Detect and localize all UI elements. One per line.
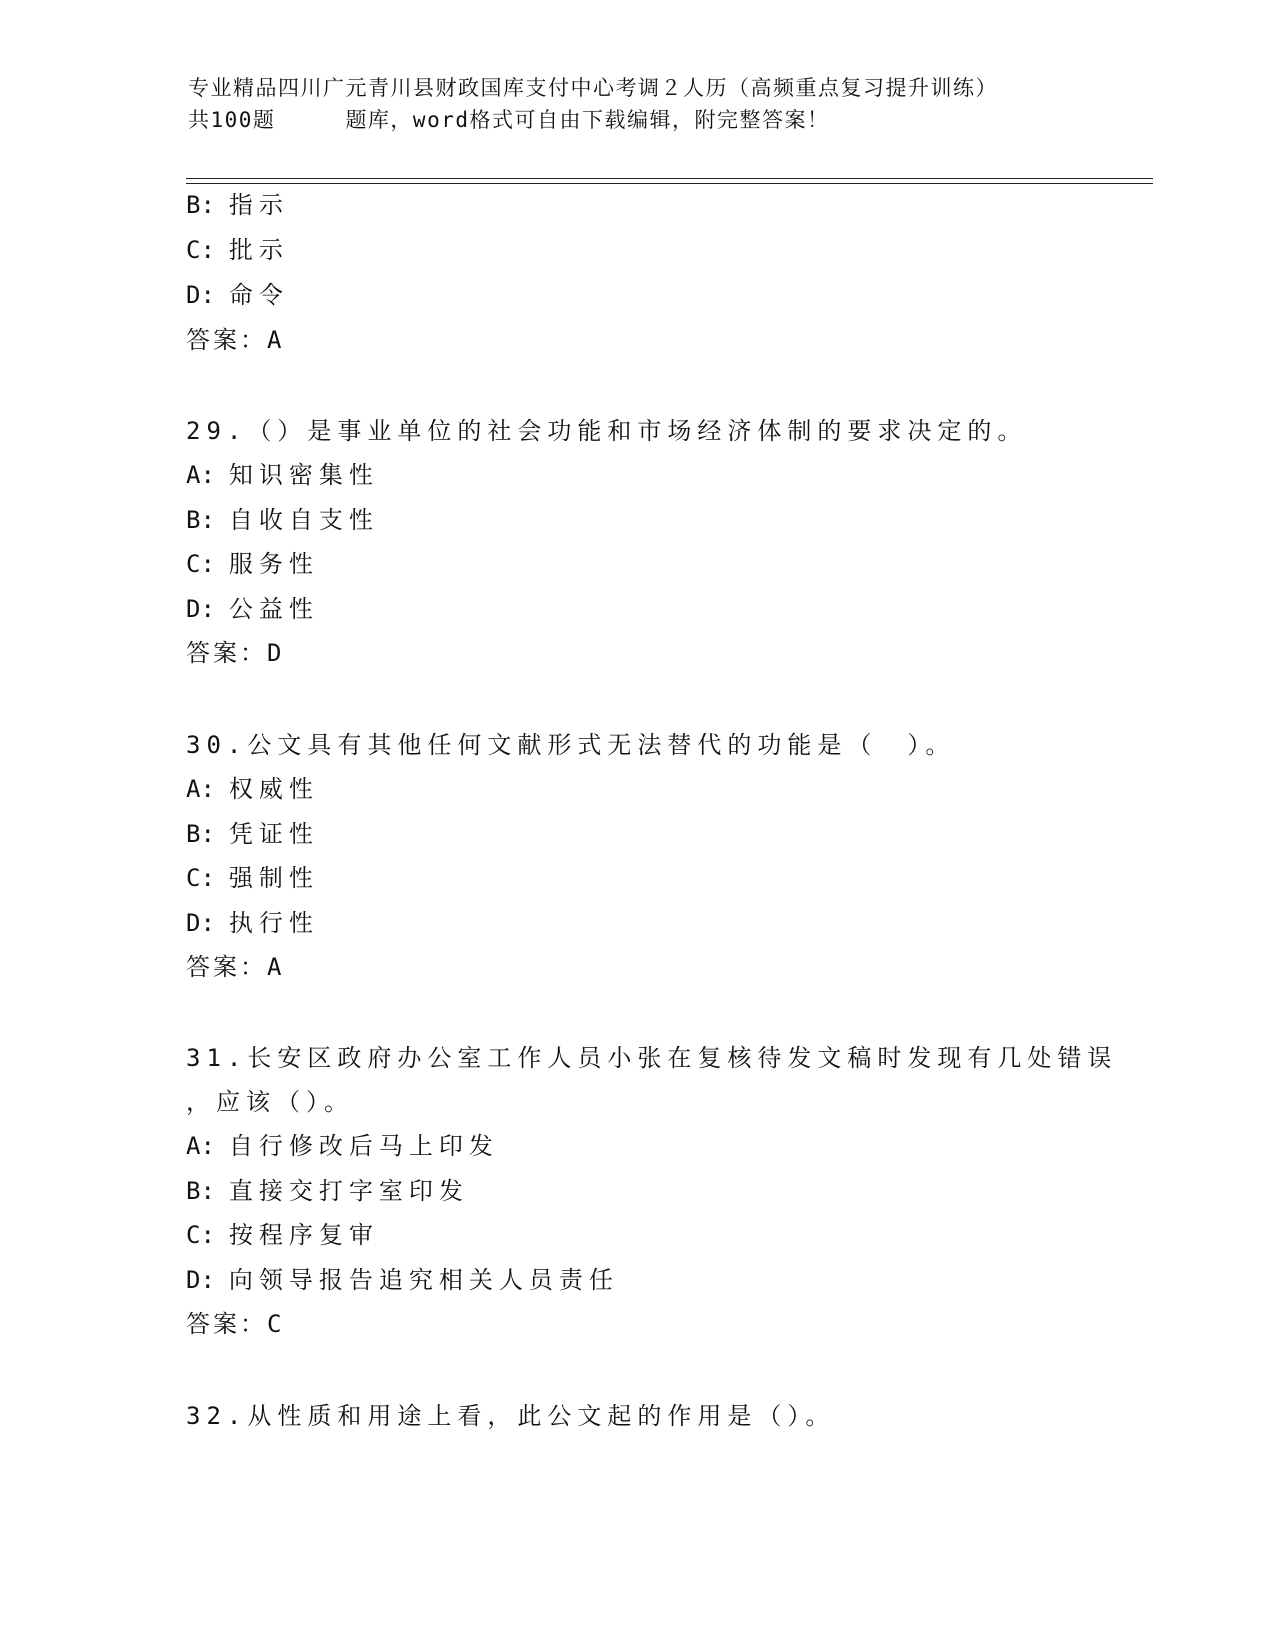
option-line [186,1176,469,1206]
option-line [186,594,319,624]
option-text: 自收自支性 [228,506,379,534]
question-stem-continued: ，应该（）。 [186,1088,354,1116]
answer-label: 答案： [186,953,267,981]
option-text: 指示 [228,191,289,219]
option-line [186,235,289,265]
option-text: 知识密集性 [228,461,379,489]
header-divider-bottom [186,183,1153,184]
header-subtitle [188,104,1088,136]
option-key: A: [186,775,215,803]
answer-value: D [267,639,282,667]
option-text: 强制性 [228,864,319,892]
option-line [186,190,289,220]
option-line [186,774,319,804]
option-line [186,1265,619,1295]
answer-value: A [267,953,282,981]
question-stem: 32.从性质和用途上看，此公文起的作用是（）。 [186,1402,836,1430]
question-stem: 29.（）是事业单位的社会功能和市场经济体制的要求决定的。 [186,417,1028,445]
answer-line [186,952,281,982]
header-count: 共100题 [188,108,276,132]
header-divider-top [186,178,1153,179]
option-line [186,549,319,579]
option-key: B: [186,506,215,534]
option-text: 按程序复审 [228,1221,379,1249]
option-key: C: [186,550,215,578]
option-text: 批示 [228,236,289,264]
option-key: A: [186,1132,215,1160]
option-text: 权威性 [228,775,319,803]
answer-value: C [267,1310,282,1338]
option-line [186,460,379,490]
option-key: B: [186,191,215,219]
option-key: A: [186,461,215,489]
option-text: 向领导报告追究相关人员责任 [228,1266,619,1294]
question-stem: 31.长安区政府办公室工作人员小张在复核待发文稿时发现有几处错误 [186,1044,1118,1072]
answer-label: 答案： [186,1310,267,1338]
option-key: D: [186,281,215,309]
option-line [186,505,379,535]
option-text: 命令 [228,281,289,309]
answer-value: A [267,326,282,354]
option-key: D: [186,595,215,623]
option-line [186,280,289,310]
option-line [186,819,319,849]
option-line [186,863,319,893]
option-line [186,908,319,938]
option-text: 服务性 [228,550,319,578]
page-header [188,72,1088,136]
option-text: 自行修改后马上印发 [228,1132,499,1160]
option-key: C: [186,1221,215,1249]
question-stem: 30.公文具有其他任何文献形式无法替代的功能是（ ）。 [186,731,956,759]
option-key: C: [186,864,215,892]
answer-line [186,325,281,355]
option-text: 凭证性 [228,820,319,848]
answer-line [186,1309,281,1339]
option-text: 直接交打字室印发 [228,1177,469,1205]
option-key: D: [186,909,215,937]
answer-line [186,638,281,668]
option-key: B: [186,820,215,848]
option-text: 执行性 [228,909,319,937]
option-key: C: [186,236,215,264]
option-text: 公益性 [228,595,319,623]
option-line [186,1131,499,1161]
header-description: 题库，word格式可自由下载编辑，附完整答案！ [345,108,830,132]
option-line [186,1220,379,1250]
answer-label: 答案： [186,639,267,667]
option-key: B: [186,1177,215,1205]
answer-label: 答案： [186,326,267,354]
header-title: 专业精品四川广元青川县财政国库支付中心考调２人历（高频重点复习提升训练） [188,76,998,100]
option-key: D: [186,1266,215,1294]
